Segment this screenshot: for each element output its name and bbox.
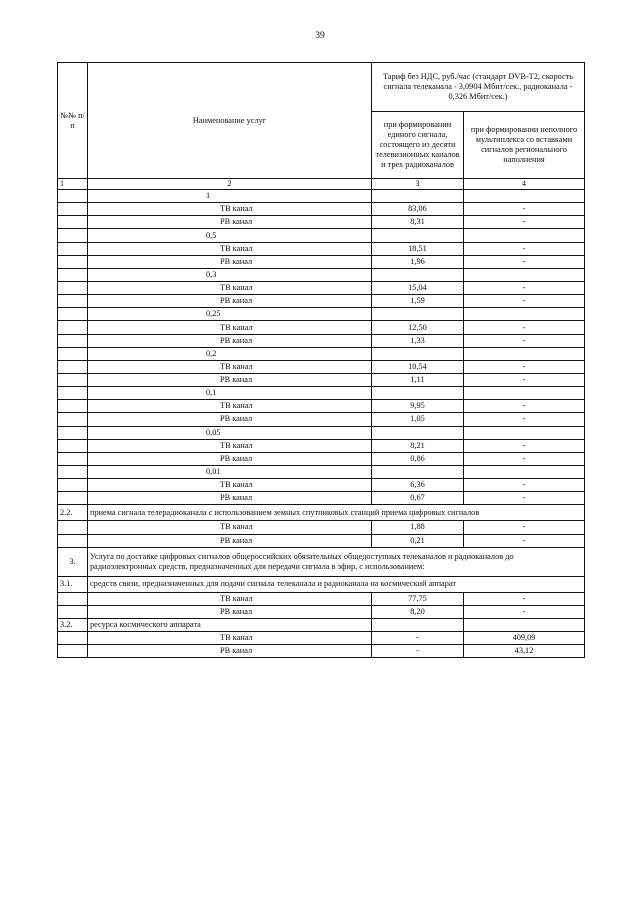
value-col3: 0,21 xyxy=(372,534,464,547)
coef-row xyxy=(58,347,585,360)
value-col4: - xyxy=(464,439,585,452)
service-label: РВ канал xyxy=(88,492,372,505)
value-col3 xyxy=(372,465,464,478)
num-cell xyxy=(58,632,88,645)
num-cell xyxy=(58,605,88,618)
num-cell xyxy=(58,308,88,321)
header-index-row xyxy=(58,179,585,190)
num-cell xyxy=(58,400,88,413)
service-label: ТВ канал xyxy=(88,281,372,294)
value-col3: 1,96 xyxy=(372,255,464,268)
service-label: ТВ канал xyxy=(88,479,372,492)
value-col3: 9,95 xyxy=(372,400,464,413)
num-cell xyxy=(58,268,88,281)
value-col3: 0,86 xyxy=(372,452,464,465)
table-row xyxy=(58,242,585,255)
value-col3: 12,50 xyxy=(372,321,464,334)
table-row xyxy=(58,203,585,216)
coef-value: 0,25 xyxy=(88,308,372,321)
table-row xyxy=(58,400,585,413)
value-col4 xyxy=(464,229,585,242)
num-cell xyxy=(58,479,88,492)
value-col4: 43,12 xyxy=(464,645,585,658)
value-col3: - xyxy=(372,645,464,658)
header-row xyxy=(58,63,585,112)
value-col3 xyxy=(372,268,464,281)
value-col4: - xyxy=(464,242,585,255)
value-col4: - xyxy=(464,605,585,618)
service-label: РВ канал xyxy=(88,413,372,426)
num-cell xyxy=(58,465,88,478)
header-num: №№ п/п xyxy=(58,63,88,179)
num-cell xyxy=(58,534,88,547)
section-text: ресурса космического аппарата xyxy=(88,618,372,631)
value-col4: - xyxy=(464,255,585,268)
section-number: 3.1. xyxy=(58,576,88,592)
value-col3 xyxy=(372,308,464,321)
value-col4: - xyxy=(464,373,585,386)
section-row-2-2 xyxy=(58,505,585,521)
table-row xyxy=(58,645,585,658)
page-number: 39 xyxy=(315,31,325,41)
coef-row xyxy=(58,387,585,400)
coef-value: 1 xyxy=(88,190,372,203)
num-cell xyxy=(58,203,88,216)
num-cell xyxy=(58,439,88,452)
num-cell xyxy=(58,242,88,255)
table-row xyxy=(58,439,585,452)
num-cell xyxy=(58,295,88,308)
section-row-3-1 xyxy=(58,576,585,592)
num-cell xyxy=(58,645,88,658)
service-label: ТВ канал xyxy=(88,203,372,216)
service-label: ТВ канал xyxy=(88,521,372,534)
service-label: РВ канал xyxy=(88,295,372,308)
value-col4: - xyxy=(464,360,585,373)
value-col4: - xyxy=(464,492,585,505)
num-cell xyxy=(58,229,88,242)
service-label: РВ канал xyxy=(88,334,372,347)
index-3: 3 xyxy=(372,179,464,190)
value-col3: 1,11 xyxy=(372,373,464,386)
coef-row xyxy=(58,426,585,439)
value-col4 xyxy=(464,618,585,631)
header-col4: при формировании неполного мультиплекса со вставками сигналов регионального наполнения xyxy=(464,112,585,179)
value-col4: - xyxy=(464,592,585,605)
table-row xyxy=(58,255,585,268)
service-label: РВ канал xyxy=(88,534,372,547)
num-cell xyxy=(58,255,88,268)
value-col3 xyxy=(372,229,464,242)
num-cell xyxy=(58,216,88,229)
table-row xyxy=(58,492,585,505)
num-cell xyxy=(58,521,88,534)
value-col3: 8,20 xyxy=(372,605,464,618)
num-cell xyxy=(58,360,88,373)
service-label: РВ канал xyxy=(88,605,372,618)
table-row xyxy=(58,216,585,229)
section-row-3-2 xyxy=(58,618,585,631)
section-text: средств связи, предназначенных для подачи сигнала телеканала и радиоканала на космический аппарат xyxy=(88,576,585,592)
value-col3: 83,06 xyxy=(372,203,464,216)
table-row xyxy=(58,534,585,547)
table-row xyxy=(58,632,585,645)
service-label: ТВ канал xyxy=(88,592,372,605)
value-col4 xyxy=(464,387,585,400)
coef-value: 0,05 xyxy=(88,426,372,439)
section-text: Услуга по доставке цифровых сигналов общероссийских обязательных общедоступных телеканалов и радиоканалов до радиоэлектронных средств, предназначенных для передачи сигнала в эфир, с использованием: xyxy=(88,547,585,576)
value-col3: 8,21 xyxy=(372,439,464,452)
value-col4: - xyxy=(464,479,585,492)
value-col3: 1,88 xyxy=(372,521,464,534)
table-row xyxy=(58,295,585,308)
num-cell xyxy=(58,426,88,439)
value-col4 xyxy=(464,465,585,478)
service-label: ТВ канал xyxy=(88,242,372,255)
table-row xyxy=(58,413,585,426)
num-cell xyxy=(58,347,88,360)
section-text: приема сигнала телерадиоканала с использованием земных спутниковых станций приема цифровых сигналов xyxy=(88,505,585,521)
value-col3: 1,05 xyxy=(372,413,464,426)
service-label: РВ канал xyxy=(88,373,372,386)
table-row xyxy=(58,334,585,347)
num-cell xyxy=(58,387,88,400)
value-col3: 1,33 xyxy=(372,334,464,347)
service-label: РВ канал xyxy=(88,452,372,465)
num-cell xyxy=(58,592,88,605)
num-cell xyxy=(58,190,88,203)
section-row-3 xyxy=(58,547,585,576)
coef-row xyxy=(58,229,585,242)
index-2: 2 xyxy=(88,179,372,190)
index-4: 4 xyxy=(464,179,585,190)
value-col3 xyxy=(372,426,464,439)
value-col3: 10,54 xyxy=(372,360,464,373)
value-col4: - xyxy=(464,334,585,347)
service-label: ТВ канал xyxy=(88,400,372,413)
table-row xyxy=(58,592,585,605)
num-cell xyxy=(58,321,88,334)
coef-row xyxy=(58,268,585,281)
section-number: 2.2. xyxy=(58,505,88,521)
value-col4 xyxy=(464,190,585,203)
value-col3 xyxy=(372,618,464,631)
coef-row xyxy=(58,190,585,203)
table-row xyxy=(58,479,585,492)
num-cell xyxy=(58,334,88,347)
value-col3 xyxy=(372,347,464,360)
value-col4 xyxy=(464,426,585,439)
service-label: ТВ канал xyxy=(88,321,372,334)
table-row xyxy=(58,605,585,618)
table-row xyxy=(58,373,585,386)
tariff-table xyxy=(57,62,585,658)
value-col4 xyxy=(464,268,585,281)
value-col4: - xyxy=(464,452,585,465)
header-col3: при формировании единого сигнала, состоящего из десяти телевизионных каналов и трех радиоканалов xyxy=(372,112,464,179)
num-cell xyxy=(58,281,88,294)
coef-value: 0,1 xyxy=(88,387,372,400)
coef-value: 0,01 xyxy=(88,465,372,478)
value-col4 xyxy=(464,308,585,321)
value-col3: 18,51 xyxy=(372,242,464,255)
value-col4: - xyxy=(464,216,585,229)
value-col3: 6,36 xyxy=(372,479,464,492)
service-label: РВ канал xyxy=(88,645,372,658)
header-service-name: Наименование услуг xyxy=(88,63,372,179)
service-label: ТВ канал xyxy=(88,360,372,373)
value-col3: 1,59 xyxy=(372,295,464,308)
header-tariff: Тариф без НДС, руб./час (стандарт DVB-T2, скорость сигнала телеканала - 3,0904 Мбит/сек., радиоканала - 0,326 Мбит/сек.) xyxy=(372,63,585,112)
value-col4: - xyxy=(464,521,585,534)
value-col4: 409,09 xyxy=(464,632,585,645)
value-col4: - xyxy=(464,321,585,334)
num-cell xyxy=(58,373,88,386)
coef-value: 0,5 xyxy=(88,229,372,242)
table-row xyxy=(58,281,585,294)
num-cell xyxy=(58,413,88,426)
section-number: 3. xyxy=(58,547,88,576)
value-col3 xyxy=(372,387,464,400)
service-label: РВ канал xyxy=(88,255,372,268)
value-col4: - xyxy=(464,400,585,413)
value-col3 xyxy=(372,190,464,203)
table-row xyxy=(58,321,585,334)
value-col4: - xyxy=(464,295,585,308)
value-col3: 0,67 xyxy=(372,492,464,505)
value-col4: - xyxy=(464,203,585,216)
num-cell xyxy=(58,492,88,505)
coef-value: 0,2 xyxy=(88,347,372,360)
value-col3: 8,31 xyxy=(372,216,464,229)
num-cell xyxy=(58,452,88,465)
value-col4 xyxy=(464,347,585,360)
service-label: ТВ канал xyxy=(88,632,372,645)
coef-row xyxy=(58,465,585,478)
table-row xyxy=(58,521,585,534)
section-number: 3.2. xyxy=(58,618,88,631)
coef-value: 0,3 xyxy=(88,268,372,281)
value-col3: - xyxy=(372,632,464,645)
value-col4: - xyxy=(464,413,585,426)
value-col3: 77,75 xyxy=(372,592,464,605)
service-label: РВ канал xyxy=(88,216,372,229)
service-label: ТВ канал xyxy=(88,439,372,452)
index-1: 1 xyxy=(58,179,88,190)
value-col4: - xyxy=(464,281,585,294)
table-row xyxy=(58,452,585,465)
value-col3: 15,04 xyxy=(372,281,464,294)
table-row xyxy=(58,360,585,373)
value-col4: - xyxy=(464,534,585,547)
coef-row xyxy=(58,308,585,321)
